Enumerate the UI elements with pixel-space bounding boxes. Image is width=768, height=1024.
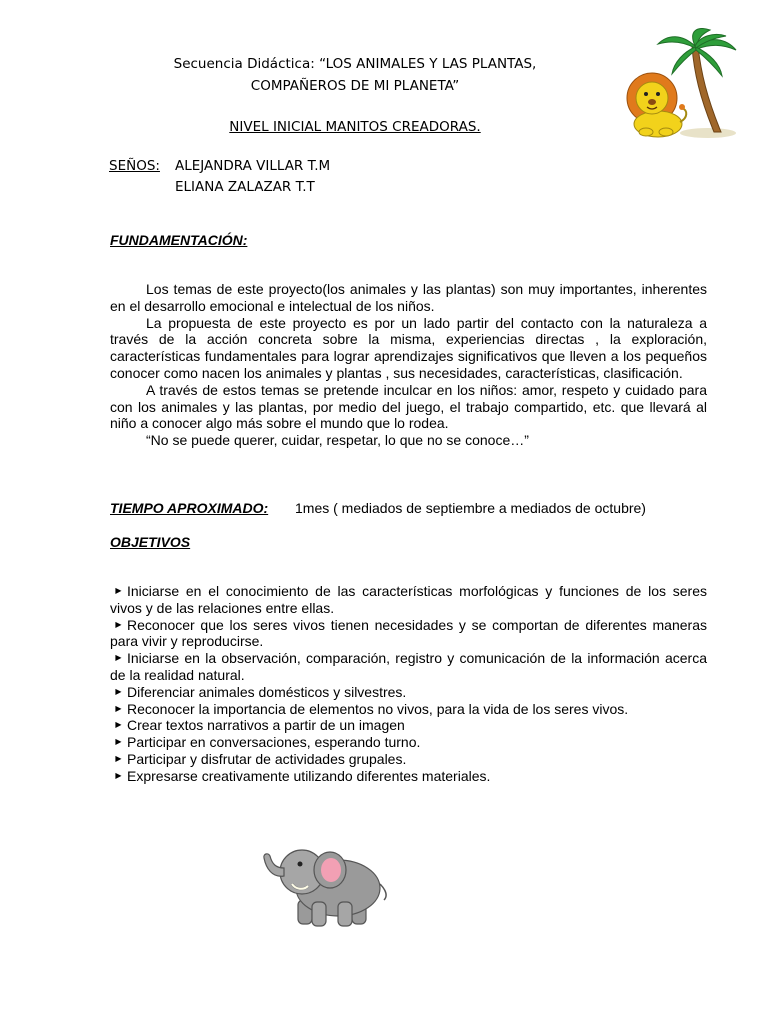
objective-item bbox=[110, 734, 707, 751]
objective-item bbox=[110, 768, 707, 785]
objective-text: Reconocer que los seres vivos tienen necesidades y se comportan de diferentes maneras para vivir y reproducirse. bbox=[110, 616, 707, 650]
tiempo-value: 1mes ( mediados de septiembre a mediados de octubre) bbox=[295, 500, 646, 516]
fundamentacion-heading: FUNDAMENTACIÓN: bbox=[110, 232, 248, 248]
teachers-label: SEÑOS: bbox=[109, 158, 160, 174]
elephant-icon bbox=[258, 838, 392, 930]
objective-item bbox=[110, 751, 707, 768]
fundamentacion-quote: “No se puede querer, cuidar, respetar, lo que no se conoce…” bbox=[146, 432, 529, 449]
objectives-list bbox=[110, 583, 707, 785]
objective-text: Reconocer la importancia de elementos no vivos, para la vida de los seres vivos. bbox=[127, 700, 629, 717]
bullet-icon: ▶ bbox=[115, 619, 122, 629]
objective-text: Crear textos narrativos a partir de un imagen bbox=[127, 717, 405, 734]
objective-text: Iniciarse en el conocimiento de las características morfológicas y funciones de los seres vivos y de las relaciones entre ellas. bbox=[110, 583, 707, 616]
fundamentacion-paragraph: A través de estos temas se pretende inculcar en los niños: amor, respeto y cuidado para con los animales y las plantas, por medio del juego, el trabajo compartido, etc. que llevará al niño a conocer algo más sobre el mundo que lo rodea. bbox=[110, 381, 707, 432]
bullet-icon: ▶ bbox=[115, 720, 122, 730]
objective-item bbox=[110, 583, 707, 617]
objective-text: Iniciarse en la observación, comparación, registro y comunicación de la información acerca de la realidad natural. bbox=[110, 650, 707, 683]
bullet-icon: ▶ bbox=[115, 653, 122, 663]
objective-text: Expresarse creativamente utilizando diferentes materiales. bbox=[127, 767, 491, 784]
objective-item bbox=[110, 717, 707, 734]
objective-item bbox=[110, 650, 707, 684]
teacher-name-1: ALEJANDRA VILLAR T.M bbox=[175, 158, 331, 174]
tiempo-heading: TIEMPO APROXIMADO: bbox=[110, 500, 269, 516]
bullet-icon: ▶ bbox=[115, 770, 122, 780]
objective-item bbox=[110, 684, 707, 701]
bullet-icon: ▶ bbox=[115, 753, 122, 763]
fundamentacion-body bbox=[110, 281, 707, 449]
objective-text: Diferenciar animales domésticos y silvestres. bbox=[127, 683, 407, 700]
bullet-icon: ▶ bbox=[115, 686, 122, 696]
objective-item bbox=[110, 701, 707, 718]
bullet-icon: ▶ bbox=[115, 703, 122, 713]
document-title-line-1: Secuencia Didáctica: “LOS ANIMALES Y LAS PLANTAS, bbox=[173, 56, 537, 72]
level-heading: NIVEL INICIAL MANITOS CREADORAS. bbox=[229, 119, 481, 135]
teacher-name-2: ELIANA ZALAZAR T.T bbox=[175, 179, 315, 195]
objetivos-heading: OBJETIVOS bbox=[110, 534, 191, 550]
objective-text: Participar y disfrutar de actividades grupales. bbox=[127, 750, 407, 767]
objective-item bbox=[110, 617, 707, 651]
objective-text: Participar en conversaciones, esperando turno. bbox=[127, 734, 421, 751]
fundamentacion-paragraph: La propuesta de este proyecto es por un lado partir del contacto con la naturaleza a través de la acción concreta sobre la misma, experiencias directas , la exploración, características fundamentales para lograr aprendizajes significativos que lleven a los pequeños conocer como nacen los animales y plantas , sus necesidades, características, clasificación. bbox=[110, 314, 707, 381]
bullet-icon: ▶ bbox=[115, 737, 122, 747]
fundamentacion-paragraph: Los temas de este proyecto(los animales y las plantas) son muy importantes, inherentes en el desarrollo emocional e intelectual de los niños. bbox=[110, 281, 707, 314]
document-title-line-2: COMPAÑEROS DE MI PLANETA” bbox=[250, 78, 460, 94]
lion-palm-tree-icon bbox=[622, 28, 740, 140]
bullet-icon: ▶ bbox=[115, 586, 122, 595]
